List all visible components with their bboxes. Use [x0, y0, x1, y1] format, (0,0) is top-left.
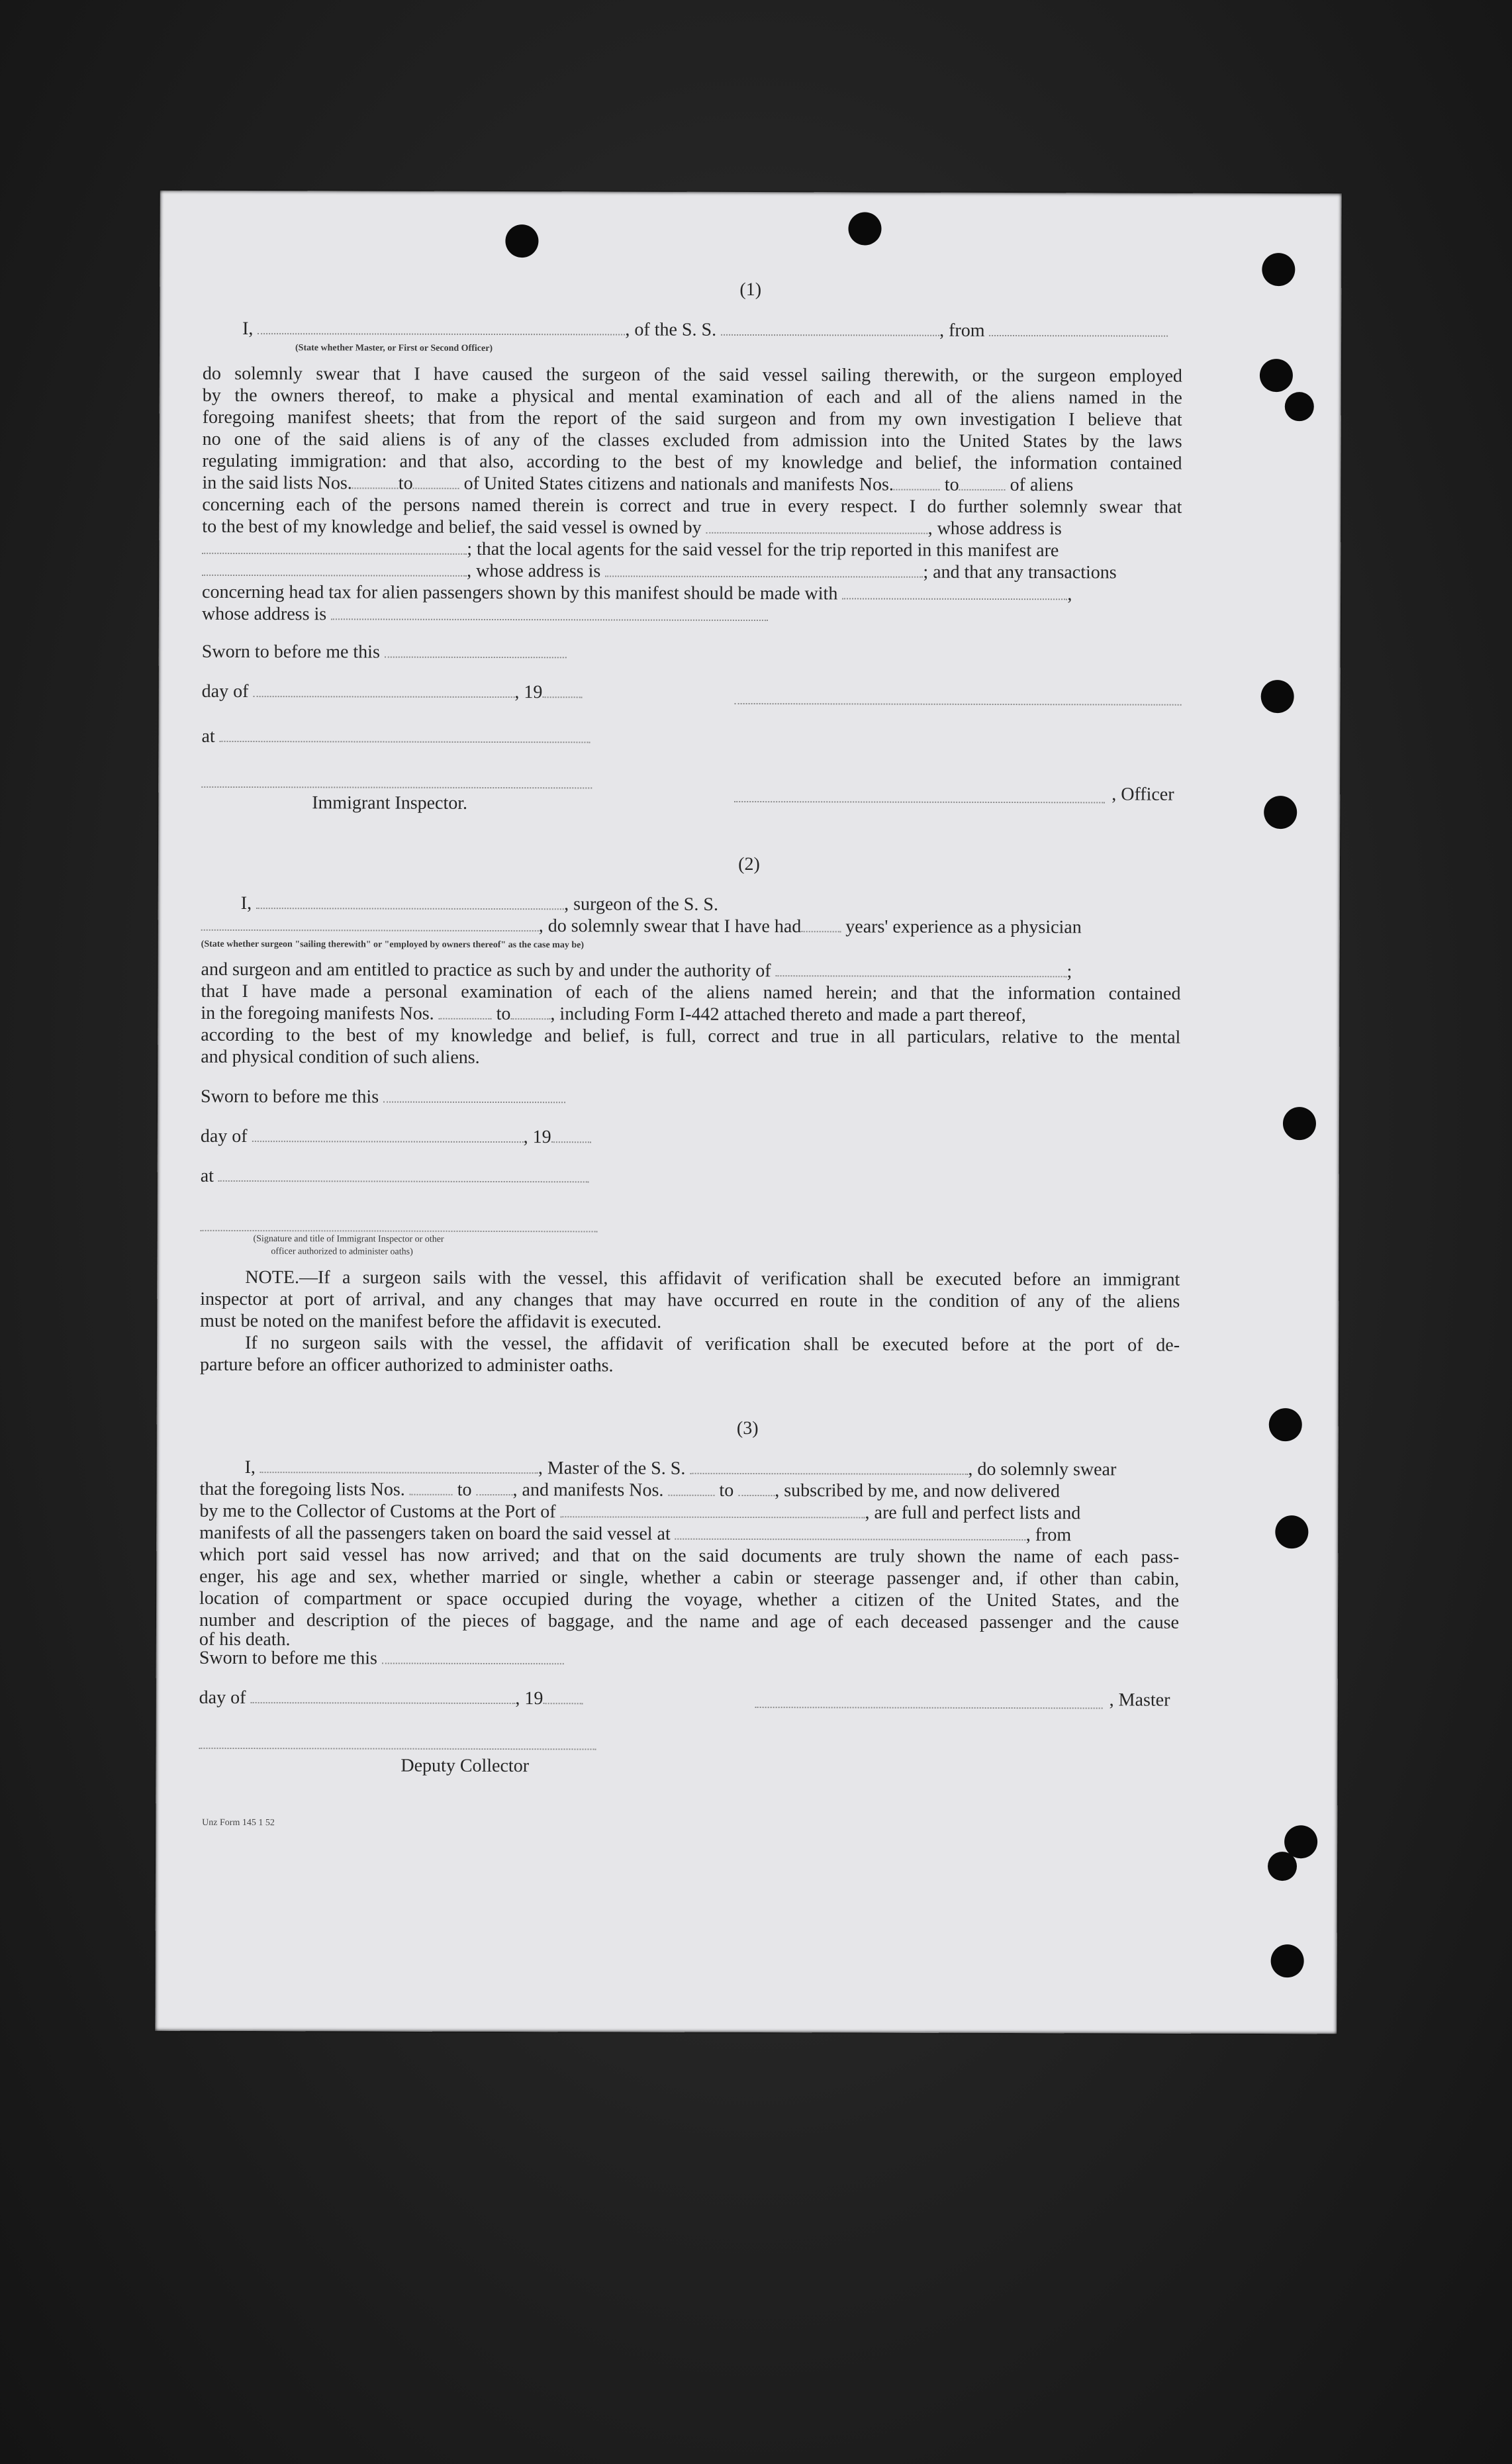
- punch-hole: [1275, 1515, 1308, 1548]
- manifest-numbers-line: in the foregoing manifests Nos. to , including Form I-442 attached thereto and made a part thereof,: [201, 1002, 1026, 1026]
- oath-line: concerning each of the persons named therein is correct and true in every respect. I do further solemnly swear that: [202, 494, 1182, 518]
- head-tax-address-line: whose address is: [202, 603, 1182, 628]
- day-of-line: day of , 19: [199, 1687, 1179, 1712]
- note-line: inspector at port of arrival, and any changes that may have occurred en route in the condition of any of the aliens: [200, 1288, 1180, 1312]
- examination-line: according to the best of my knowledge and belief, is full, correct and true in all particulars, relative to the mental: [201, 1024, 1181, 1048]
- inspector-signature-line[interactable]: [201, 1229, 598, 1233]
- sworn-date-field[interactable]: [382, 1648, 564, 1665]
- agents-address-field[interactable]: [605, 561, 923, 577]
- surgeon-name-field[interactable]: [256, 893, 564, 910]
- collector-signature-line[interactable]: [199, 1746, 596, 1750]
- ship-name-field[interactable]: [721, 320, 939, 336]
- master-label: , Master: [1109, 1689, 1170, 1711]
- month-field[interactable]: [252, 1126, 524, 1143]
- years-field[interactable]: [801, 916, 841, 932]
- punch-hole: [1264, 796, 1297, 829]
- agents-address-line: , whose address is ; and that any transactions: [202, 559, 1182, 585]
- list-to-field[interactable]: [413, 473, 459, 489]
- authority-field[interactable]: [776, 961, 1067, 977]
- manifest-to-field[interactable]: [510, 1004, 550, 1019]
- punch-hole: [1261, 680, 1294, 713]
- master-line: I, , Master of the S. S. , do solemnly swear: [244, 1457, 1117, 1480]
- master-declaration-line: I, , of the S. S. , from: [242, 318, 1182, 343]
- at-line: at: [201, 1165, 1180, 1190]
- head-tax-party-field[interactable]: [842, 583, 1067, 600]
- embark-port-field[interactable]: [675, 1524, 1026, 1540]
- list-to-field[interactable]: [477, 1480, 513, 1495]
- document-page: [155, 191, 1341, 2034]
- manifest-to-field[interactable]: [959, 475, 1006, 491]
- place-field[interactable]: [218, 1166, 589, 1182]
- owner-line: to the best of my knowledge and belief, the said vessel is owned by , whose address is: [202, 516, 1062, 540]
- oath-line: by the owners thereof, to make a physical and mental examination of each and all of the aliens named in the: [202, 385, 1182, 408]
- officer-name-line[interactable]: [734, 800, 1105, 803]
- officer-name-field[interactable]: [258, 318, 625, 335]
- master-oath-line: which port said vessel has now arrived; and that on the said documents are truly shown the name of each pass-: [199, 1544, 1180, 1568]
- list-from-field[interactable]: [352, 473, 399, 489]
- manifest-from-field[interactable]: [439, 1004, 492, 1019]
- manifest-from-field[interactable]: [668, 1480, 714, 1496]
- manifest-from-field[interactable]: [894, 475, 940, 491]
- head-tax-line: concerning head tax for alien passengers shown by this manifest should be made with ,: [202, 581, 1072, 605]
- deputy-collector-label: Deputy Collector: [401, 1755, 530, 1777]
- head-tax-address-field[interactable]: [331, 604, 768, 621]
- surgeon-line: I, , surgeon of the S. S.: [240, 892, 719, 915]
- surgeon-status-note: (State whether surgeon "sailing therewith" or "employed by owners thereof" as the case may be): [201, 939, 585, 951]
- year-field[interactable]: [551, 1127, 591, 1143]
- signature-note: (Signature and title of Immigrant Inspector or other: [253, 1234, 444, 1245]
- at-line: at: [201, 726, 1181, 751]
- port-field[interactable]: [561, 1501, 865, 1518]
- owner-field[interactable]: [706, 518, 928, 534]
- punch-hole: [1260, 359, 1293, 392]
- port-line: by me to the Collector of Customs at the Port of , are full and perfect lists and: [199, 1500, 1081, 1524]
- officer-label: , Officer: [1111, 784, 1174, 805]
- master-oath-line: enger, his age and sex, whether married or single, whether a cabin or steerage passenger and, if other than cabin,: [199, 1566, 1180, 1589]
- owner-address-field[interactable]: [202, 538, 467, 555]
- month-field[interactable]: [250, 1687, 515, 1704]
- section-number: (2): [738, 853, 760, 875]
- sworn-line: Sworn to before me this: [201, 1086, 1180, 1111]
- ship-name-field[interactable]: [690, 1458, 968, 1475]
- agents-line: ; that the local agents for the said vessel for the trip reported in this manifest are: [202, 538, 1182, 563]
- section-number: (1): [739, 279, 762, 301]
- master-oath-line: of his death.: [199, 1629, 291, 1650]
- place-field[interactable]: [220, 726, 591, 743]
- form-identifier: Unz Form 145 1 52: [202, 1817, 275, 1828]
- oath-line: do solemnly swear that I have caused the surgeon of the said vessel sailing therewith, or the surgeon employed: [202, 363, 1182, 387]
- day-of-line: day of , 19: [201, 1125, 1180, 1151]
- oath-line: no one of the said aliens is of any of the classes excluded from admission into the United States by the laws: [202, 428, 1182, 452]
- oath-line: regulating immigration: and that also, according to the best of my knowledge and belief, the information contained: [202, 450, 1182, 474]
- inspector-label: Immigrant Inspector.: [312, 792, 468, 814]
- oath-line: foregoing manifest sheets; that from the report of the said surgeon and from my own investigation I believe that: [202, 406, 1182, 430]
- year-field[interactable]: [542, 682, 582, 698]
- list-from-field[interactable]: [410, 1480, 453, 1495]
- note-line: NOTE.—If a surgeon sails with the vessel, this affidavit of verification shall be executed before an immigrant: [245, 1267, 1180, 1290]
- master-oath-line: number and description of the pieces of baggage, and the name and age of each deceased passenger and the cause: [199, 1609, 1180, 1633]
- master-oath-line: location of compartment or space occupied during the voyage, whether a citizen of the United States, and the: [199, 1587, 1180, 1611]
- year-field[interactable]: [543, 1688, 583, 1704]
- surgeon-status-field[interactable]: [201, 915, 539, 931]
- list-numbers-line: in the said lists Nos. to of United States citizens and nationals and manifests Nos. to of aliens: [202, 472, 1074, 496]
- punch-hole: [1283, 1107, 1316, 1140]
- examination-line: and physical condition of such aliens.: [201, 1046, 480, 1068]
- section-number: (3): [736, 1417, 759, 1439]
- manifest-to-field[interactable]: [738, 1480, 775, 1496]
- sworn-line: Sworn to before me this: [202, 641, 1182, 666]
- examination-line: that I have made a personal examination of each of the aliens named herein; and that the information contained: [201, 980, 1181, 1004]
- punch-hole: [1285, 392, 1314, 421]
- officer-signature-line[interactable]: [735, 702, 1182, 706]
- from-port-field[interactable]: [990, 320, 1168, 337]
- punch-hole: [505, 224, 538, 258]
- lists-line: that the foregoing lists Nos. to , and manifests Nos. to , subscribed by me, and now delivered: [199, 1478, 1061, 1502]
- note-line: must be noted on the manifest before the affidavit is executed.: [200, 1310, 662, 1333]
- punch-hole: [1271, 1944, 1304, 1977]
- master-name-field[interactable]: [260, 1457, 538, 1474]
- experience-line: , do solemnly swear that I have had years' experience as a physician: [201, 914, 1181, 939]
- signature-note: officer authorized to administer oaths): [271, 1247, 413, 1257]
- sworn-date-field[interactable]: [383, 1087, 565, 1104]
- sworn-line: Sworn to before me this: [199, 1647, 1179, 1672]
- punch-hole: [1268, 1852, 1297, 1881]
- sworn-date-field[interactable]: [385, 642, 567, 659]
- officer-rank-note: (State whether Master, or First or Second Officer): [295, 343, 493, 354]
- day-of-line: day of , 19: [202, 681, 1182, 706]
- note-line: If no surgeon sails with the vessel, the affidavit of verification shall be executed before at the port of de-: [245, 1333, 1180, 1356]
- board-line: manifests of all the passengers taken on board the said vessel at , from: [199, 1522, 1072, 1546]
- punch-hole: [848, 212, 881, 245]
- note-line: parture before an officer authorized to administer oaths.: [199, 1354, 614, 1376]
- authority-line: and surgeon and am entitled to practice as such by and under the authority of ;: [201, 959, 1072, 982]
- agents-field[interactable]: [202, 560, 467, 577]
- inspector-signature-line[interactable]: [201, 785, 592, 789]
- month-field[interactable]: [253, 681, 514, 698]
